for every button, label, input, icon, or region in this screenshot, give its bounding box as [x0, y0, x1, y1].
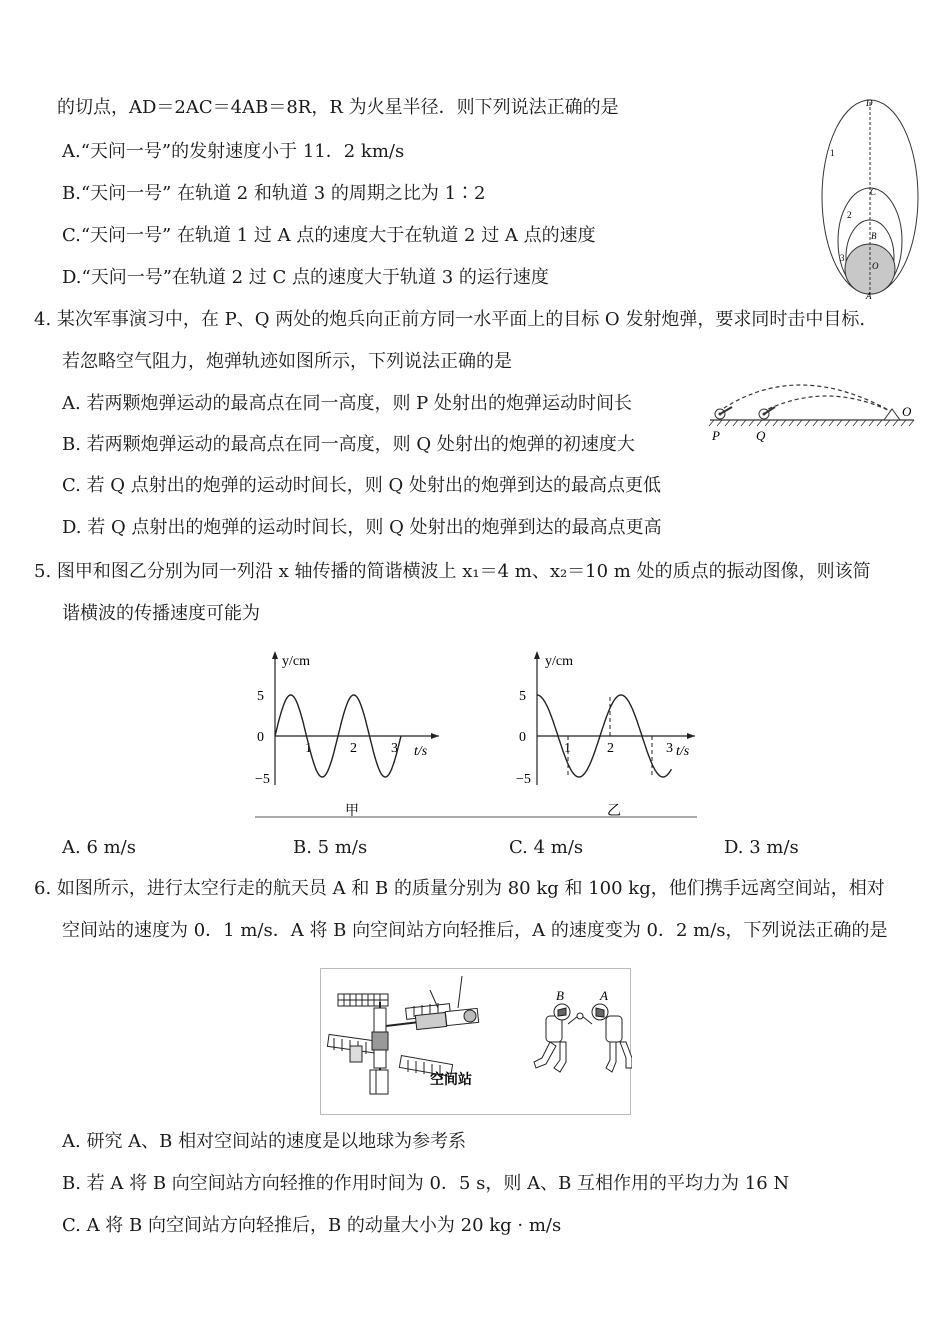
- cannon-q-icon: [759, 407, 775, 419]
- left-xtick-1: 1: [305, 741, 312, 756]
- right-xlabel: t/s: [676, 744, 690, 759]
- right-ytick-5: 5: [519, 689, 526, 704]
- label-c: C: [870, 187, 877, 197]
- right-xtick-1: 1: [564, 741, 571, 756]
- q3-option-c: C.“天问一号” 在轨道 1 过 A 点的速度大于在轨道 2 过 A 点的速度: [62, 225, 596, 246]
- q4-option-b: B. 若两颗炮弹运动的最高点在同一高度，则 Q 处射出的炮弹的初速度大: [62, 434, 635, 455]
- q5-stem-line1: 5. 图甲和图乙分别为同一列沿 x 轴传播的简谐横波上 x₁＝4 m、x₂＝10 m 处的质点的振动图像，则该简: [34, 561, 871, 582]
- right-ytick-0: 0: [519, 730, 526, 745]
- q3-option-a: A.“天问一号”的发射速度小于 11．2 km/s: [62, 141, 405, 162]
- q5-option-c: C. 4 m/s: [509, 837, 584, 858]
- right-caption: 乙: [607, 804, 621, 819]
- graph-yi: [516, 651, 695, 819]
- station-label: 空间站: [430, 1073, 472, 1088]
- q3-intro: 的切点，AD＝2AC＝4AB＝8R，R 为火星半径．则下列说法正确的是: [57, 97, 619, 118]
- cannon-p-icon: [715, 407, 732, 419]
- left-xtick-2: 2: [350, 741, 357, 756]
- astronaut-b-label: B: [556, 988, 564, 1003]
- q3-option-d: D.“天问一号”在轨道 2 过 C 点的速度大于轨道 3 的运行速度: [62, 267, 549, 288]
- q4-option-d: D. 若 Q 点射出的炮弹的运动时间长，则 Q 处射出的炮弹到达的最高点更高: [62, 517, 662, 538]
- label-p: P: [712, 428, 720, 443]
- q6-stem-line2: 空间站的速度为 0．1 m/s．A 将 B 向空间站方向轻推后，A 的速度变为 0．2 m/s，下列说法正确的是: [62, 920, 888, 941]
- q4-stem-line1: 4. 某次军事演习中，在 P、Q 两处的炮兵向正前方同一水平面上的目标 O 发射炮弹，要求同时击中目标.: [34, 309, 866, 330]
- astronaut-a-label: A: [600, 988, 608, 1003]
- left-ytick-neg5: −5: [255, 772, 270, 787]
- space-station-figure: [320, 968, 632, 1116]
- q3-option-b: B.“天问一号” 在轨道 2 和轨道 3 的周期之比为 1∶2: [62, 183, 486, 204]
- right-xtick-2: 2: [607, 741, 614, 756]
- q4-stem-line2: 若忽略空气阻力，炮弹轨迹如图所示，下列说法正确的是: [62, 351, 512, 372]
- orbit-diagram: [820, 96, 920, 300]
- left-ytick-5: 5: [257, 689, 264, 704]
- q5-option-d: D. 3 m/s: [724, 837, 799, 858]
- label-orbit-1: 1: [830, 148, 835, 158]
- q5-stem-line2: 谐横波的传播速度可能为: [62, 603, 260, 624]
- label-orbit-3: 3: [840, 253, 845, 263]
- q4-option-c: C. 若 Q 点射出的炮弹的运动时间长，则 Q 处射出的炮弹到达的最高点更低: [62, 475, 661, 496]
- q5-option-b: B. 5 m/s: [293, 837, 368, 858]
- label-a: A: [866, 291, 872, 300]
- graph-jia: [255, 651, 439, 819]
- left-ytick-0: 0: [257, 730, 264, 745]
- label-o: O: [872, 261, 879, 271]
- left-ylabel: y/cm: [282, 654, 310, 669]
- label-o-target: O: [902, 404, 912, 419]
- label-orbit-2: 2: [847, 210, 852, 220]
- cannon-diagram: [706, 376, 918, 446]
- target-o-icon: [884, 409, 900, 420]
- left-xlabel: t/s: [414, 744, 428, 759]
- label-d: D: [866, 98, 873, 108]
- right-ylabel: y/cm: [545, 654, 573, 669]
- right-ytick-neg5: −5: [516, 772, 531, 787]
- left-caption: 甲: [345, 804, 359, 819]
- q4-option-a: A. 若两颗炮弹运动的最高点在同一高度，则 P 处射出的炮弹运动时间长: [62, 393, 632, 414]
- label-b: B: [871, 231, 877, 241]
- right-xtick-3: 3: [666, 741, 673, 756]
- left-xtick-3: 3: [391, 741, 398, 756]
- q6-option-c: C. A 将 B 向空间站方向轻推后，B 的动量大小为 20 kg · m/s: [62, 1215, 562, 1236]
- label-q: Q: [756, 428, 766, 443]
- q6-stem-line1: 6. 如图所示，进行太空行走的航天员 A 和 B 的质量分别为 80 kg 和 100 kg，他们携手远离空间站，相对: [34, 878, 885, 899]
- q5-option-a: A. 6 m/s: [62, 837, 136, 858]
- q6-option-b: B. 若 A 将 B 向空间站方向轻推的作用时间为 0．5 s，则 A、B 互相作用的平均力为 16 N: [62, 1173, 790, 1194]
- vibration-graphs: [255, 645, 700, 825]
- q6-option-a: A. 研究 A、B 相对空间站的速度是以地球为参考系: [62, 1131, 467, 1152]
